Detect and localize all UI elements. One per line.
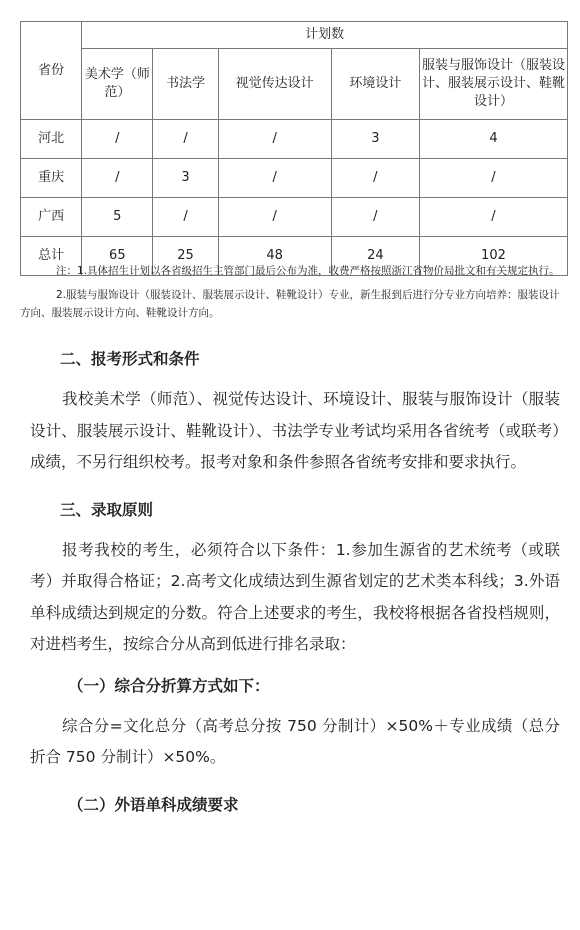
province-header: 省份 [21,22,82,120]
section-paragraph: 报考我校的考生，必须符合以下条件：1.参加生源省的艺术统考（或联考）并取得合格证；2.高考文化成绩达到生源省划定的艺术类本科线；3.外语单科成绩达到规定的分数。符合上述要求的考生，我校将根据各省投档规则，对进档考生，按综合分从高到低进行排名录取： [30,540,560,653]
note-1: 注：1.具体招生计划以各省级招生主管部门最后公布为准，收费严格按照浙江省物价局批文和有关规定执行。 [56,265,560,277]
section-paragraph: 我校美术学（师范）、视觉传达设计、环境设计、服装与服饰设计（服装设计、服装展示设计、鞋靴设计）、书法学专业考试均采用各省统考（或联考）成绩，不另行组织校考。报考对象和条件参照各省统考安排和要求执行。 [30,390,560,471]
column-header: 环境设计 [331,49,419,120]
table-cell: 65 [82,237,153,276]
table-row [21,120,568,159]
province-cell: 重庆 [21,159,82,198]
table-cell: 25 [153,237,218,276]
table-row [21,159,568,198]
document-body [30,344,560,820]
plan-header: 计划数 [82,22,568,49]
column-header: 服装与服饰设计（服装设计、服装展示设计、鞋靴设计） [419,49,567,120]
table-cell: / [331,159,419,198]
table-cell: 48 [218,237,331,276]
table-notes [20,262,568,322]
province-cell: 广西 [21,198,82,237]
province-cell: 河北 [21,120,82,159]
formula-paragraph: 综合分=文化总分（高考总分按 750 分制计）×50%＋专业成绩（总分折合 750 分制计）×50%。 [30,716,560,766]
subsection-heading: （二）外语单科成绩要求 [68,795,239,814]
table-cell: / [218,120,331,159]
table-cell: / [419,198,567,237]
subsection-heading: （一）综合分折算方式如下： [68,676,270,695]
table-subheader-row [21,49,568,120]
table-cell: 3 [331,120,419,159]
province-cell: 总计 [21,237,82,276]
table-row [21,198,568,237]
column-header: 美术学（师范） [82,49,153,120]
table-cell: / [82,120,153,159]
table-cell: / [153,120,218,159]
section-heading: 二、报考形式和条件 [60,350,200,368]
column-header: 视觉传达设计 [218,49,331,120]
note-2: 2.服装与服饰设计（服装设计、服装展示设计、鞋靴设计）专业，新生报到后进行分专业方向培养：服装设计方向、服装展示设计方向、鞋靴设计方向。 [20,289,560,319]
table-cell: 102 [419,237,567,276]
column-header: 书法学 [153,49,218,120]
table-cell: 24 [331,237,419,276]
section-heading: 三、录取原则 [60,500,154,519]
enrollment-plan-table [20,21,568,276]
table-cell: / [419,159,567,198]
table-cell: / [218,159,331,198]
table-cell: 4 [419,120,567,159]
table-cell: / [218,198,331,237]
table-cell: 3 [153,159,218,198]
table-cell: 5 [82,198,153,237]
table-cell: / [82,159,153,198]
table-header-row [21,22,568,49]
table-cell: / [153,198,218,237]
table-cell: / [331,198,419,237]
